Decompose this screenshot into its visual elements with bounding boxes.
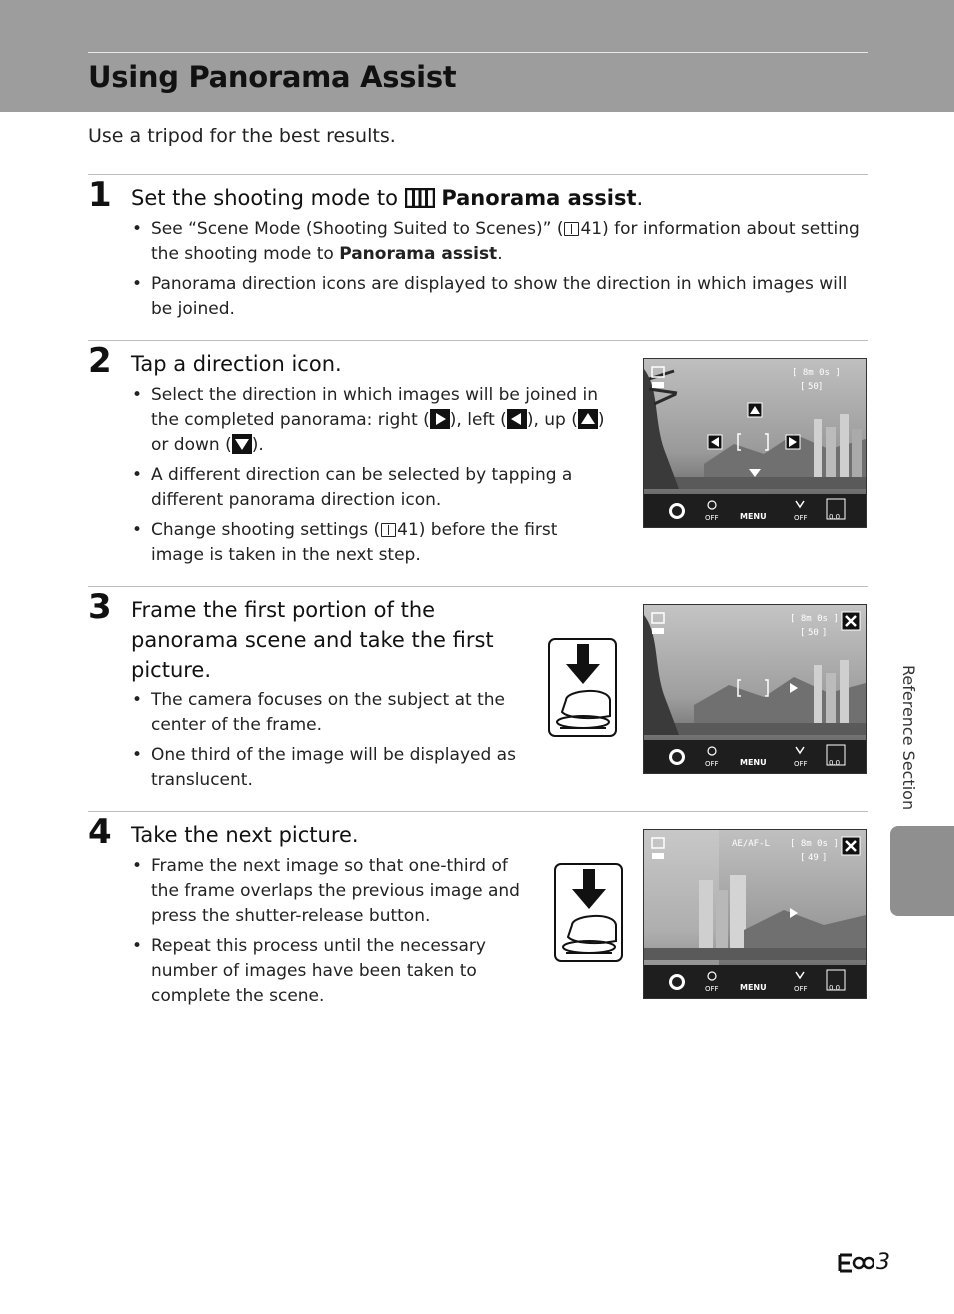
step-title: Tap a direction icon.: [131, 352, 342, 376]
svg-text:0.0: 0.0: [829, 984, 841, 992]
step-2-bullets: [131, 383, 611, 573]
svg-text:]: ]: [818, 382, 824, 392]
list-item: • See “Scene Mode (Shooting Suited to Scenes)” ( 41) for information about setting the shooting mode to Panorama assist.: [131, 217, 866, 267]
down-arrow-icon: [232, 434, 252, 454]
panorama-assist-icon: [405, 188, 435, 208]
camera-screen-first-shot: [643, 604, 867, 774]
svg-text:OFF: OFF: [705, 985, 719, 993]
svg-text:[ 8m 0s ]: [ 8m 0s ]: [790, 614, 839, 624]
svg-text:0.0: 0.0: [829, 759, 841, 767]
svg-text:MENU: MENU: [740, 758, 767, 767]
step-title: Take the next picture.: [131, 823, 359, 847]
svg-text:[ 8m 0s ]: [ 8m 0s ]: [792, 368, 841, 378]
step-1-bullets: [131, 217, 866, 327]
svg-text:MENU: MENU: [740, 983, 767, 992]
svg-text:[ 8m 0s ]: [ 8m 0s ]: [790, 839, 839, 849]
remaining-count: 50: [808, 628, 819, 638]
svg-text:]: ]: [822, 628, 828, 638]
list-item: • The camera focuses on the subject at the center of the frame.: [131, 688, 516, 738]
remaining-count: 49: [808, 853, 819, 863]
svg-text:[: [: [800, 382, 806, 392]
step-divider: [88, 174, 868, 175]
section-tab: [890, 826, 954, 916]
page-header: [0, 0, 954, 112]
up-arrow-icon: [578, 409, 598, 429]
list-item: • Frame the next image so that one-third of the frame overlaps the previous image and press the shutter-release button.: [131, 854, 523, 929]
ae-af-lock-label: AE/AF-L: [732, 839, 770, 849]
step-title: Set the shooting mode to Panorama assist.: [131, 186, 644, 210]
step-divider: [88, 586, 868, 587]
svg-text:[: [: [800, 853, 806, 863]
step-number: 1: [88, 175, 112, 215]
step-title: Frame the first portion of the panorama scene and take the first picture.: [131, 598, 494, 682]
reference-section-icon: [838, 1253, 874, 1273]
remaining-count: 50: [808, 382, 819, 392]
svg-text:0.0: 0.0: [829, 513, 841, 521]
svg-text:OFF: OFF: [705, 514, 719, 522]
step-divider: [88, 340, 868, 341]
list-item: • Panorama direction icons are displayed to show the direction in which images will be joined.: [131, 272, 866, 322]
svg-text:OFF: OFF: [794, 985, 808, 993]
camera-screen-direction: [643, 358, 867, 528]
step-divider: [88, 811, 868, 812]
list-item: • Repeat this process until the necessary number of images have been taken to complete the scene.: [131, 934, 523, 1009]
svg-text:]: ]: [822, 853, 828, 863]
svg-text:OFF: OFF: [794, 514, 808, 522]
page-title: Using Panorama Assist: [88, 60, 457, 94]
list-item: • A different direction can be selected by tapping a different panorama direction icon.: [131, 463, 611, 513]
list-item: • Change shooting settings ( 41) before the first image is taken in the next step.: [131, 518, 611, 568]
shutter-press-icon: [554, 863, 624, 963]
step-number: 2: [88, 341, 112, 381]
step-number: 4: [88, 812, 112, 852]
svg-text:MENU: MENU: [740, 512, 767, 521]
step-3-bullets: [131, 688, 516, 798]
list-item: • One third of the image will be displayed as translucent.: [131, 743, 516, 793]
section-side-label: Reference Section: [899, 665, 918, 811]
intro-text: Use a tripod for the best results.: [88, 125, 396, 147]
right-arrow-icon: [430, 409, 450, 429]
list-item: • Select the direction in which images will be joined in the completed panorama: right ( ), left ( ), up ( ) or down ( ).: [131, 383, 611, 458]
page-reference-icon: [381, 523, 396, 537]
svg-text:[: [: [800, 628, 806, 638]
page-number: 3: [838, 1250, 890, 1275]
svg-text:OFF: OFF: [794, 760, 808, 768]
header-rule: [88, 52, 868, 53]
svg-text:OFF: OFF: [705, 760, 719, 768]
page-reference-icon: [564, 222, 579, 236]
camera-screen-next-shot: [643, 829, 867, 999]
step-number: 3: [88, 587, 112, 627]
shutter-press-icon: [548, 638, 618, 738]
step-4-bullets: [131, 854, 523, 1014]
left-arrow-icon: [507, 409, 527, 429]
